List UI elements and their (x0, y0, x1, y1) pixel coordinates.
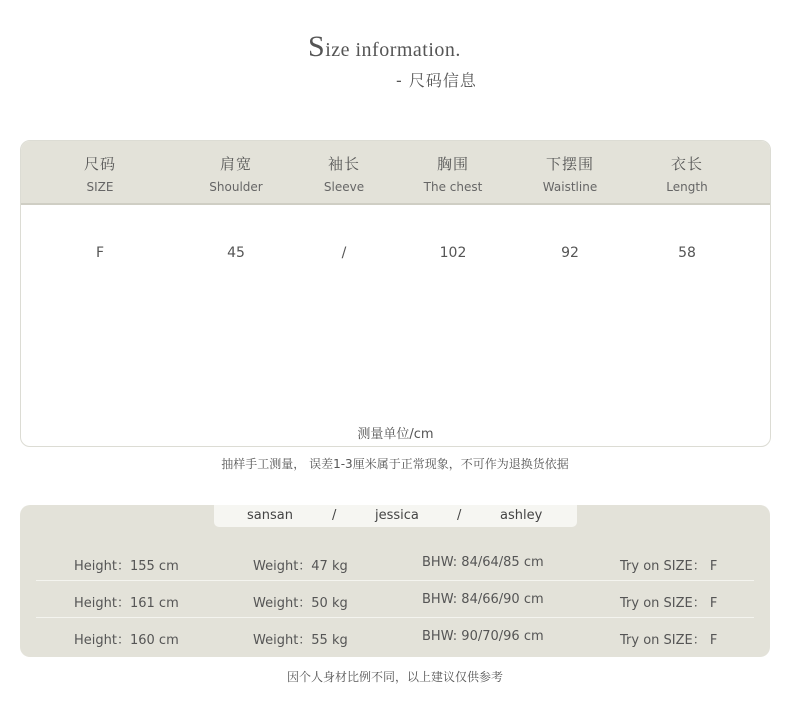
model-bhw: BHW: 90/70/96 cm (422, 629, 544, 644)
header-chest-en: The chest (423, 180, 483, 194)
model-row (36, 618, 754, 654)
model-height: Height：155 cm (74, 559, 179, 574)
value-waistline: 92 (561, 245, 579, 261)
header-sleeve-en: Sleeve (323, 180, 365, 194)
footer-disclaimer: 因个人身材比例不同，以上建议仅供参考 (286, 670, 503, 684)
model-names-bar (214, 505, 577, 527)
model-row (36, 581, 754, 618)
title-rest: ize information. (325, 39, 461, 61)
model-weight: Weight：55 kg (253, 633, 348, 648)
header-size-en: SIZE (86, 180, 114, 194)
model-height: Height：161 cm (74, 596, 179, 611)
model-name-ashley: ashley (500, 508, 543, 523)
size-table-header (21, 141, 770, 205)
measurement-disclaimer: 抽样手工测量， 误差1-3厘米属于正常现象，不可作为退换货依据 (221, 457, 569, 471)
model-height: Height：160 cm (74, 633, 179, 648)
value-shoulder: 45 (227, 245, 245, 261)
header-chest-cn: 胸围 (436, 155, 469, 173)
header-waistline-en: Waistline (542, 180, 598, 194)
model-bhw: BHW: 84/64/85 cm (422, 555, 544, 570)
model-weight: Weight：47 kg (253, 559, 348, 574)
model-try-size: Try on SIZE： F (620, 596, 718, 611)
header-length-cn: 衣长 (670, 155, 703, 173)
header-length-en: Length (666, 180, 708, 194)
model-table (20, 505, 770, 657)
title-cap-letter: S (308, 30, 326, 63)
header-sleeve-cn: 袖长 (327, 155, 360, 173)
value-sleeve: / (341, 245, 347, 261)
header-shoulder-cn: 肩宽 (219, 155, 252, 173)
model-try-size: Try on SIZE： F (620, 559, 718, 574)
name-separator: / (332, 508, 337, 523)
header-waistline-cn: 下摆围 (545, 155, 594, 173)
header-size-cn: 尺码 (83, 155, 116, 173)
title-english (308, 30, 461, 64)
value-chest: 102 (439, 245, 467, 261)
value-size: F (95, 245, 105, 261)
unit-note: 测量单位/cm (357, 427, 434, 442)
model-bhw: BHW: 84/66/90 cm (422, 592, 544, 607)
model-row (36, 544, 754, 581)
model-try-size: Try on SIZE： F (620, 633, 718, 648)
value-length: 58 (678, 245, 696, 261)
model-name-sansan: sansan (247, 508, 293, 523)
model-weight: Weight：50 kg (253, 596, 348, 611)
header-shoulder-en: Shoulder (209, 180, 263, 194)
name-separator: / (457, 508, 462, 523)
title-chinese: - 尺码信息 (396, 71, 477, 90)
model-name-jessica: jessica (375, 508, 419, 523)
size-table (20, 140, 771, 447)
